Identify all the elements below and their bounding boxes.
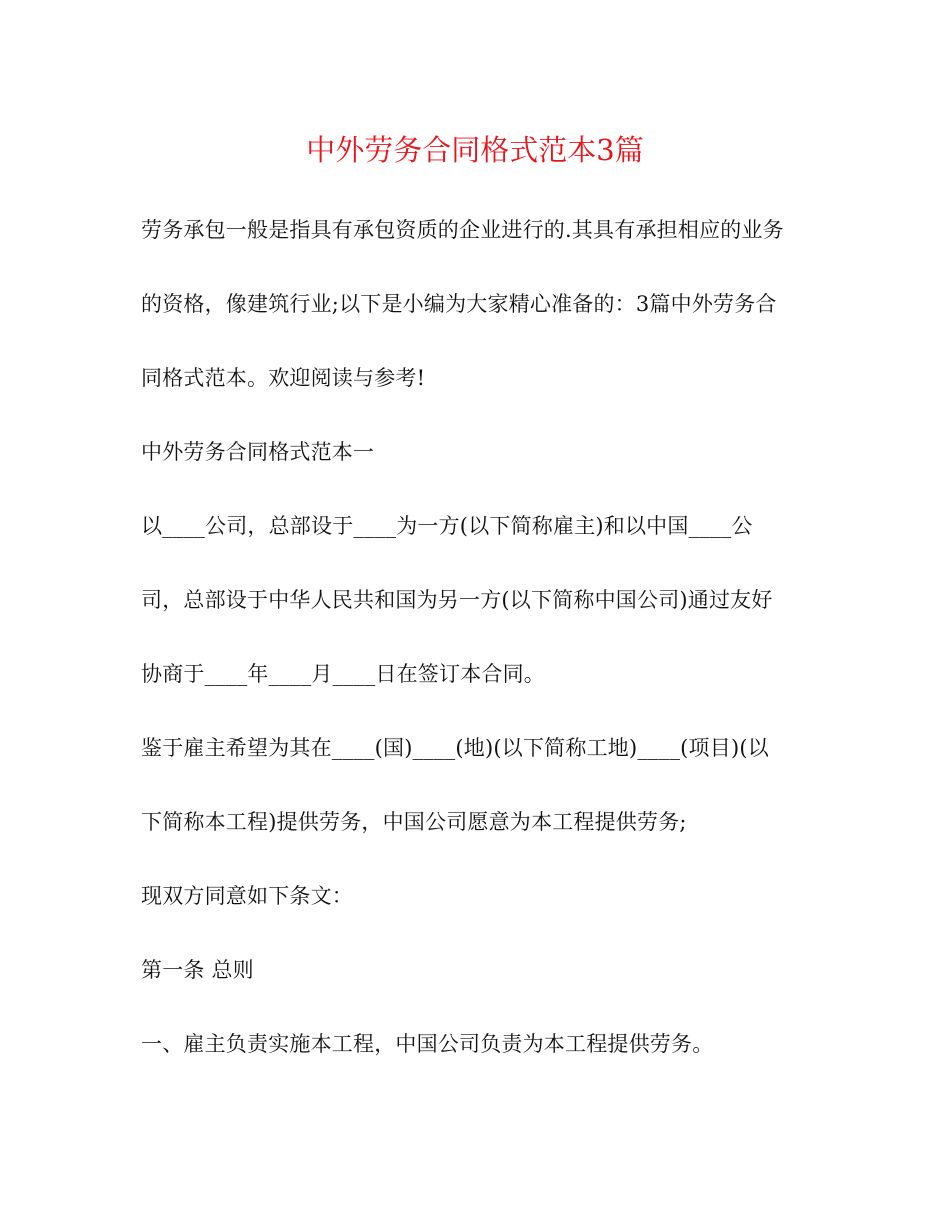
body-line: 现双方同意如下条文： [141,884,353,908]
body-line: 以____公司，总部设于____为一方(以下简称雇主)和以中国____公 [141,514,753,538]
body-line: 劳务承包一般是指具有承包资质的企业进行的.其具有承担相应的业务 [141,218,784,242]
body-line: 协商于____年____月____日在签订本合同。 [141,662,545,686]
body-line: 下简称本工程)提供劳务，中国公司愿意为本工程提供劳务; [141,810,687,834]
section-heading: 中外劳务合同格式范本一 [141,440,375,464]
body-line: 一、雇主负责实施本工程，中国公司负责为本工程提供劳务。 [141,1032,714,1056]
article-heading: 第一条 总则 [141,958,254,982]
body-line: 司，总部设于中华人民共和国为另一方(以下简称中国公司)通过友好 [141,588,773,612]
body-line: 的资格，像建筑行业;以下是小编为大家精心准备的：3篇中外劳务合 [141,292,777,316]
body-line: 同格式范本。欢迎阅读与参考! [141,366,426,390]
body-line: 鉴于雇主希望为其在____(国)____(地)(以下简称工地)____(项目)(以 [141,736,769,760]
document-body [141,208,821,1096]
document-title: 中外劳务合同格式范本3篇 [306,133,644,167]
